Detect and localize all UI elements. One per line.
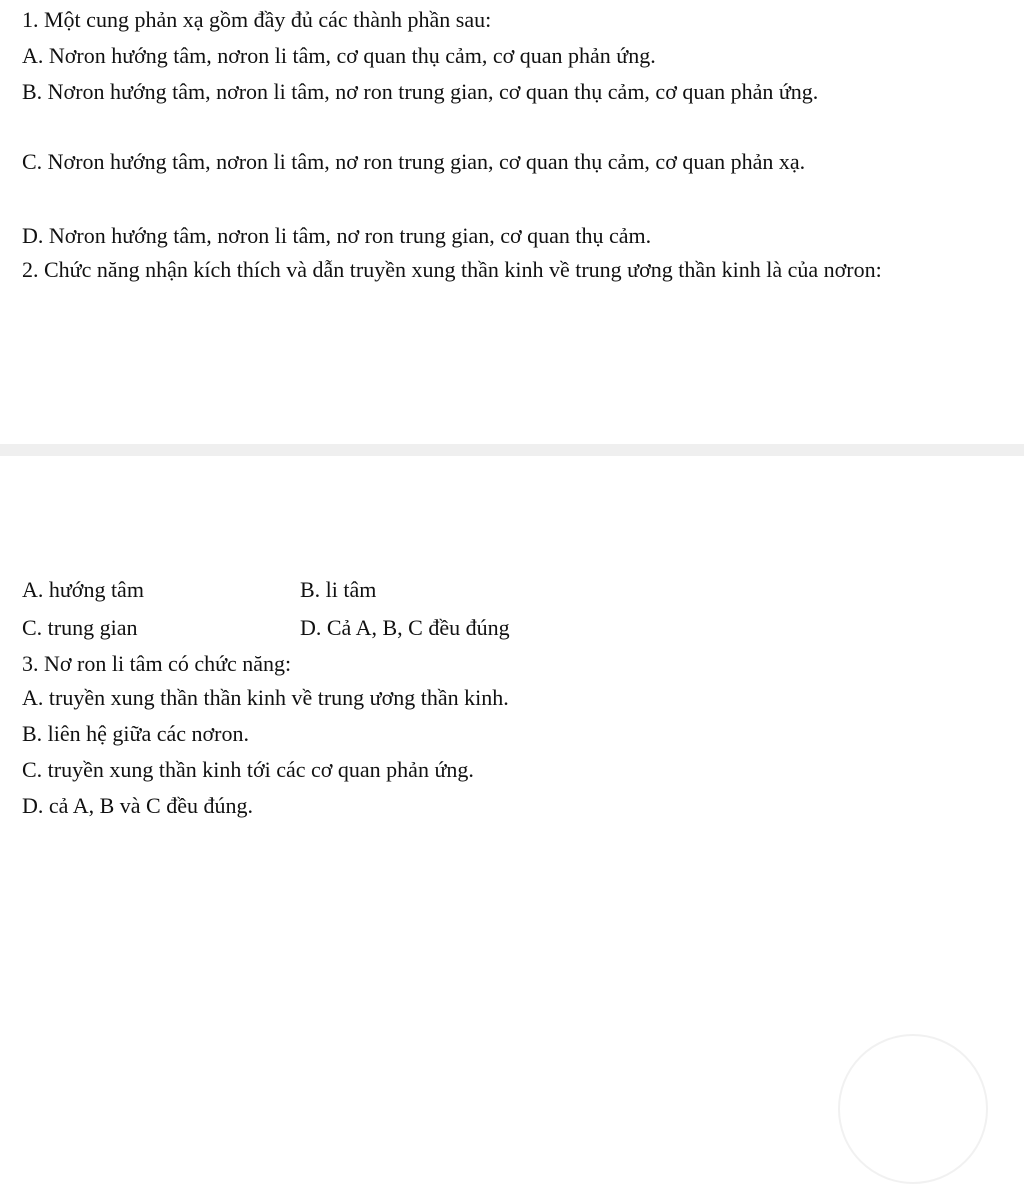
q3-option-b: B. liên hệ giữa các nơron. bbox=[22, 721, 249, 746]
q2-option-a: A. hướng tâm bbox=[22, 577, 144, 602]
q2-option-d: D. Cả A, B, C đều đúng bbox=[300, 615, 510, 640]
decorative-arc bbox=[838, 1034, 988, 1184]
q1-option-c: C. Nơron hướng tâm, nơron li tâm, nơ ron trung gian, cơ quan thụ cảm, cơ quan phản xạ. bbox=[22, 149, 806, 174]
q2-question: 2. Chức năng nhận kích thích và dẫn truyền xung thần kinh về trung ương thần kinh là của nơron: bbox=[22, 257, 882, 282]
page-separator bbox=[0, 444, 1024, 456]
page-bottom bbox=[0, 456, 1024, 1080]
q1-question: 1. Một cung phản xạ gồm đầy đủ các thành phần sau: bbox=[22, 7, 492, 32]
q1-option-b: B. Nơron hướng tâm, nơron li tâm, nơ ron trung gian, cơ quan thụ cảm, cơ quan phản ứng. bbox=[22, 79, 819, 104]
q1-option-a: A. Nơron hướng tâm, nơron li tâm, cơ quan thụ cảm, cơ quan phản ứng. bbox=[22, 43, 656, 68]
q3-option-d: D. cả A, B và C đều đúng. bbox=[22, 793, 253, 818]
page-top bbox=[0, 0, 1024, 444]
q1-option-d: D. Nơron hướng tâm, nơron li tâm, nơ ron trung gian, cơ quan thụ cảm. bbox=[22, 223, 652, 248]
q2-option-c: C. trung gian bbox=[22, 615, 138, 640]
q3-question: 3. Nơ ron li tâm có chức năng: bbox=[22, 651, 292, 676]
q2-option-b: B. li tâm bbox=[300, 577, 377, 602]
q3-option-a: A. truyền xung thần thần kinh về trung ương thần kinh. bbox=[22, 685, 509, 710]
q3-option-c: C. truyền xung thần kinh tới các cơ quan phản ứng. bbox=[22, 757, 474, 782]
